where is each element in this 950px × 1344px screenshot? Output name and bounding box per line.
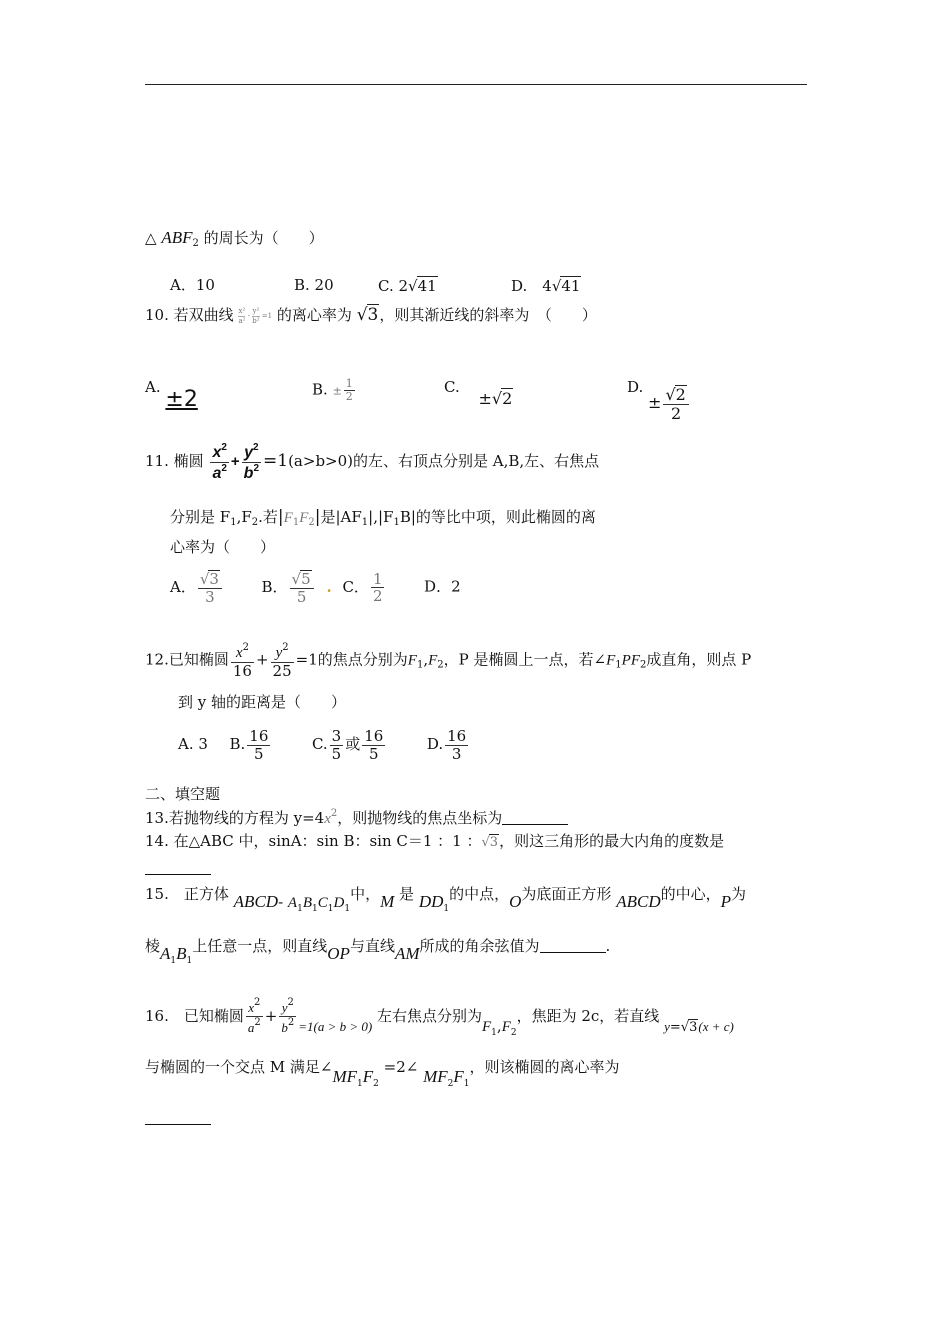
q11-option-c: C． $\frac{1}{2}$ (342, 569, 383, 605)
q16-line1: 16. 已知椭圆 $\frac{x^2}{a^2}$ + $\frac{y^2}{b^2}$ =1(a > b > 0) 左右焦点分别为$F_1,F_2$，焦距为 2c，若直线 y=√3(x + c) (145, 997, 734, 1038)
q11-option-d: D．2 (424, 577, 461, 596)
q9-option-c: C. 2√41 (378, 277, 437, 295)
q15-line2: 棱$A_1B_1$上任意一点，则直线OP与直线AM所成的角余弦值为 . (145, 937, 611, 966)
q11-option-b: B． $\frac{√5}{5}$ (262, 578, 316, 596)
q9-option-d: D. 4√41 (511, 277, 581, 295)
q14: 14. 在△ABC 中，sinA：sin B：sin C＝1 ：1 ：√3，则这三角形的最大内角的度数是 (145, 832, 725, 850)
q11-line3: 心率为（ ） (170, 538, 276, 556)
q11-line2: 分别是 $F_1,F_2$.若$|F_1F_2|$是$|AF_1|,|F_1B|$的等比中项，则此椭圆的离 (170, 507, 596, 528)
q12-stem: 12.已知椭圆 $\frac{x^2}{16}$ + $\frac{y^2}{25}$ =1的焦点分别为$F_1,F_2$，P 是椭圆上一点，若$\angle F_1PF_2$成直角，则点 P (145, 642, 752, 680)
q12-line2: 到 y 轴的距离是（ ） (178, 693, 347, 711)
q9-option-a: A．10 (170, 276, 215, 294)
q10-stem: 10. 若双曲线 $\frac{\text{x²}}{\text{a²}}$ - $\frac{\text{y²}}{\text{b²}}$ =1 的离心率为 √3，则其渐近线的斜率为 （ ） (145, 305, 597, 325)
q15-answer-blank (540, 951, 606, 953)
q9-option-b: B. 20 (294, 276, 334, 294)
q10-option-b: B. ± $\frac{1}{2}$ (312, 377, 353, 404)
q11-stem: 11. 椭圆 $\frac{x^2}{a^2}$ + $\frac{y^2}{b^2}$ =1(a>b>0)的左、右顶点分别是 A,B,左、右焦点 (145, 442, 600, 482)
q12-options (178, 728, 470, 762)
q12-option-a: A. 3 (178, 735, 208, 753)
q14-answer-blank (145, 874, 211, 875)
q12-option-d: D. $\frac{16}{3}$ (426, 727, 467, 763)
q15-line1: 15. 正方体 ABCD- $A_1B_1C_1D_1$中，M 是 $DD_1$的中点，O为底面正方形 ABCD的中心，P为 (145, 885, 747, 914)
q9-stem: △ $ABF_2$ 的周长为（ ） (145, 228, 324, 249)
q13-answer-blank (502, 823, 568, 825)
q13: 13.若抛物线的方程为 $y=4x^2$，则抛物线的焦点坐标为 (145, 808, 568, 828)
section-title-fill-in: 二、填空题 (145, 785, 221, 803)
q10-option-d: D. ± $\frac{√2}{2}$ (627, 378, 691, 422)
q10-option-c: C. ±√2 (444, 378, 513, 408)
q16-answer-blank (145, 1124, 211, 1125)
q11-option-a: A． $\frac{√3}{3}$ (170, 578, 224, 596)
header-rule (145, 84, 807, 85)
q16-line2: 与椭圆的一个交点 M 满足$\angle MF_1F_2$ =2∠ $MF_2F_1$，则该椭圆的离心率为 (145, 1058, 620, 1089)
q10-hyperbola-formula: $\frac{\text{x²}}{\text{a²}}$ - $\frac{\text{y²}}{\text{b²}}$ =1 (238, 307, 273, 325)
q12-option-c: C. $\frac{3}{5}$ 或 $\frac{16}{5}$ (311, 727, 384, 763)
q10-option-a: A. ±2 (145, 378, 198, 412)
q12-option-b: B. $\frac{16}{5}$ (229, 727, 269, 763)
q11-options: A． $\frac{√3}{3}$ B． $\frac{√5}{5}$ . C． $\frac{1}{2}$ D．2 (170, 569, 461, 606)
